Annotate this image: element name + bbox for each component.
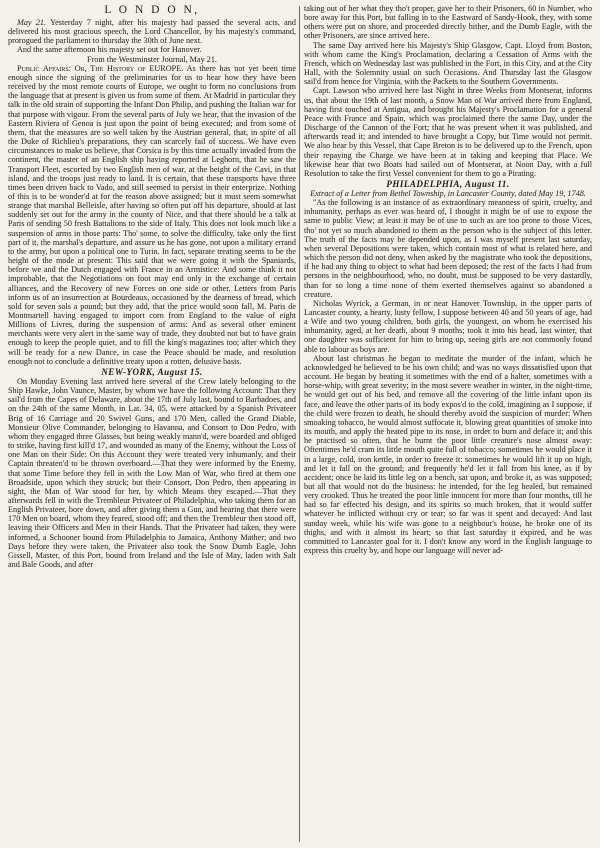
paragraph-letter-intro: "As the following is an instance of as extraordinary meanness of spirit, cruelty, and inhumanity, perhaps as ever was heard of, I thought it might be of use to expose the same to public View; at least it may be of use to such as are too prone to those Vices, tho' not yet so much abandoned to them as the person who is the subject of this letter. The truth of the facts may be depended upon, as I was myself present last saturday, when several Depositions were taken, which contain most of what is related here, and which the person did not deny, when asked by the magistrate who took the depositions, if he had any thing to object to what had been deposed; the rest of the facts I had from persons in the neighbourhood, who, no doubt, must be supposed to be very dastardly, than for so long a time none of them exerted themselves against so abandoned a creature. bbox=[304, 198, 592, 299]
paragraph-montserat: Capt. Lawson who arrived here last Night in three Weeks from Montserat, informs us, that about the 19th of last month, a Snow Man of War arrived there from England, having first touched at Antigua, and brought his Majesty's Proclamation for a general Peace with France and Spain, which was proclaimed there the same Day, under the Discharge of the Cannon of the Fort; that he was present when it was published, and afterwards read it; and intended to have brought a Copy, but Time would not permit. We also hear by this Vessel, that Cape Breton is to be delivered up to the French, upon their repaying the Charge we have been at in taking and keeping that Place. We likewise hear that two Boats had sailed out of Montserat, at Noon Day, with a full Resolution to take the first Vessel convenient for them to go a Pirating. bbox=[304, 86, 592, 178]
masthead-london: L O N D O N, bbox=[104, 4, 200, 16]
left-column bbox=[8, 4, 296, 844]
right-column bbox=[304, 4, 592, 844]
source-westminster-journal: From the Westminster Journal, May 21. bbox=[87, 54, 217, 64]
paragraph-ship-hawke: On Monday Evening last arrived here several of the Crew lately belonging to the Ship Hawke, John Vaunce, Master, by whom we have the following Account: That they sail'd from the Capes of Delaware, about the 17th of July last, bound to Barbadoes, and on the 24th of the same Month, in Lat. 34, 05, were attacked by a Spanish Privateer Brig of 16 Carriage and 20 Swivel Guns, and 170 Men, called the Grand Diable, Monsieur Olive Commander, belonging to Havanna, and Consort to Don Pedro, with whom they engaged three Glasses, but being weakly mann'd, were boarded and obliged to strike, having first kill'd 17, and wounded as many of the Enemy, without the Loss of one Man on their Side: On this Account they were treated very inhumanly, and their Captain threaten'd to be thrown overboard.—That they were informed by the Enemy, that some Time before they fell in with the Low Man of War, who fired at them one Broadside, upon which they struck; but their Consort, Don Pedro, then appearing in sight, the Man of War stood for her, by which Means they escaped.—That they afterwards fell in with the Trembleur Privateer of Philadelphia, who taking them for an English Privateer, bore down, and after giving them a Gun, and hearing that there were 170 Men on board, whom they feared, stood off; and then the Trembleur then stood off, leaving their Officers and Men in their Hands. That the Privateer had taken, they were informed, a Schooner bound from Philadelphia to Jamaica, Anthony Mather; and two Days before they were taken, the Privateer also took the Snow Dumb Eagle, John Gissell, Master, of this Port, bound from Ireland and the Isle of May, laden with Salt and Bale Goods, and after bbox=[8, 376, 296, 570]
paragraph-prorogation: May 21. Yesterday 7 night, after his majesty had passed the several acts, and delivered his most gracious speech, the Lord Chancellor, by his majesty's command, prorogued the parliament to thursday the 30th of June next. bbox=[8, 18, 296, 46]
paragraph-public-affairs: Public Affairs: Or, The History of EUROPE. As there has not yet been time enough since the signing of the preliminaries for us to hear how they have been received by the most remote courts of Europe, we ought to form no conclusions from the language that at present is given us from some of them. At Madrid in particular they talk in the old strain of supporting the Infant Don Philip, and pushing the Italian war for that purpose with vigour. From the several parts of July we hear, that the invasion of the Eastern Riviera of Genoa is just upon the point of being executed; and from some of them, that the measures are so well taken by the Austrian general, that, in spite of all the Duke of Richlieu's preparations, they can scarcely fail of success. We have even circumstances to make us believe, that Corsica is by this time actually invaded from the continent, the master of an English ship having reported at Leghorn, that he saw the Transport Fleet, escorted by two English men of war, at the height of the Cavi, in that island, and the troops just ready to land. It is certain, that these transports have three times been driven back to Vado, and still seemed to persist in their enterprize. Nothing of this is to be wonder'd at for the reason above assigned; but it must seem somewhat strange that marshal Belleisle, after having so often put off his departure, should at last suddenly set out for the army in the county of Nice, and that there should be a talk at Paris of sending 50 fresh Battalions to the side of Italy. This does not look much like a suspension of arms in those parts: Tho' some, to solve the difficulty, take only the first part of it, the marshal's departure, and assure us he has gone, not upon a military errand to the army, but upon a political one to Turin. In fact, separate treating seems to be the height of the mode at present: This said that we were going it with the Spaniards, before we and the Dutch engaged with France in an Armistice: And some think it not improbable, that the Negotiations on foot may end only in the exchange of certain alliances, and the Recovery of new Forces on one side or other. Letters from Paris inform us of an insurrection at Bourdeaux, occasioned by the dearness of bread, which sold for seven sols a pound; but they add, that the price would soon fall, M. Paris de Montmartell having engaged to import corn from England to the value of eight Millions of Livres, during the suspension of arms: And as several other eminent merchants were very alert in the same way of trade, they doubted not but to have grain enough to keep the people quiet, and to fill the king's magazines too; after which they will be ready for a new Dance, in case the Peace should be made, and resolution enough not to conclude a definitive treaty upon a rotten, delusive basis. bbox=[8, 63, 296, 366]
letter-subheading: Extract of a Letter from Bethel Township, in Lancaster County, dated May 19, 1748. bbox=[310, 188, 586, 198]
column-divider bbox=[299, 6, 300, 842]
heading-new-york: NEW-YORK, August 15. bbox=[101, 366, 203, 377]
heading-philadelphia: PHILADELPHIA, August 11. bbox=[386, 178, 510, 189]
paragraph-cruelty: About last christmas he began to meditate the murder of the infant, which he acknowledged he believed to be his own child; and was no ways dissatisfied upon that account. He began by beating it sometimes with the end of a halter, sometimes with a horse-whip, with great severity; in the most severe weather in winter, in the night-time, he would get out of his bed, and remove all the covering of the little infant upon its face, and leave the other parts of its body expos'd to the cold, imagining as I suppose, if the child were frozen to death, he should thereby avoid the suspicion of murder: When smoaking tobacco, he would almost suffocate it, blowing great quantities of smoke into its mouth, and apply the heated pipe to its nose, in order to burn and deface it; and this he practised so often, that he burnt the poor little creature's nose almost away: Oftentimes he'd cram its little mouth quite full of tobacco; sometimes he would place it in a large, cold, iron kettle, in order to freeze it: sometimes he would lift it up on high, and let it fall on the ground; and frequently he'd let it fall from his knee, as if by accident; once he laid its little leg on a bench, sat upon, and broke it, as was supposed; but all that would not do the business: he intended, for the leg healed, but remained very crooked. Thus he treated the poor little innocent for more than four months, till he had so far effected his design, and its spirits so much broken, that it would suffer whatever he inflicted without cry or tear; so far was it spent and decayed: And last sunday week, while his wife was gone to a neighbour's house, he broke one of its thighs, and with it almost its heart; so that last saturday it expired, and he was committed to Lancaster goal for it. I don't know any word in the English language to express this cruelty by, and hope our language will never ad- bbox=[304, 353, 592, 556]
paragraph-dumb-eagle: taking out of her what they tho't proper, gave her to their Prisoners, 60 in Number, who bore away for this Port, but falling in to the Eastward of Sandy-Hook, they, with some others were put on shore, and proceeded directly hither, and the Dumb Eagle, with the other Prisoners, are since arrived here. bbox=[304, 4, 592, 41]
paragraph-glasgow: The same Day arrived here his Majesty's Ship Glasgow, Capt. Lloyd from Boston, with whom came the King's Proclamation, declaring a Cessation of Arms with the French, which on Wednesday last was published in the Fort, in this City, and at the City Hall, with the Solemnity usual on such Occasions. And Thursday last the Glasgow sail'd from hence for Virginia, with the Packets to the Southern Governments. bbox=[304, 40, 592, 87]
dateline-may-21: May 21. bbox=[17, 18, 47, 27]
paragraph-wyrick: Nicholas Wyrick, a German, in or near Hanover Township, in the upper parts of Lancaster county, a hearty, lusty fellow, I suppose between 40 and 50 years of age, had a Wife and two young children, both girls, the youngest, on whom he exercised his inhumanity, aged, at her death, about 9 months; took it into his head, last winter, that one daughter was sufficient for him to bring up, seeing girls are not commonly found able to labour as boys are. bbox=[304, 298, 592, 354]
public-affairs-label: Public Affairs: Or, The History of EUROPE. bbox=[17, 63, 184, 73]
paragraph-hanover: And the same afternoon his majesty set out for Hanover. bbox=[17, 45, 202, 55]
